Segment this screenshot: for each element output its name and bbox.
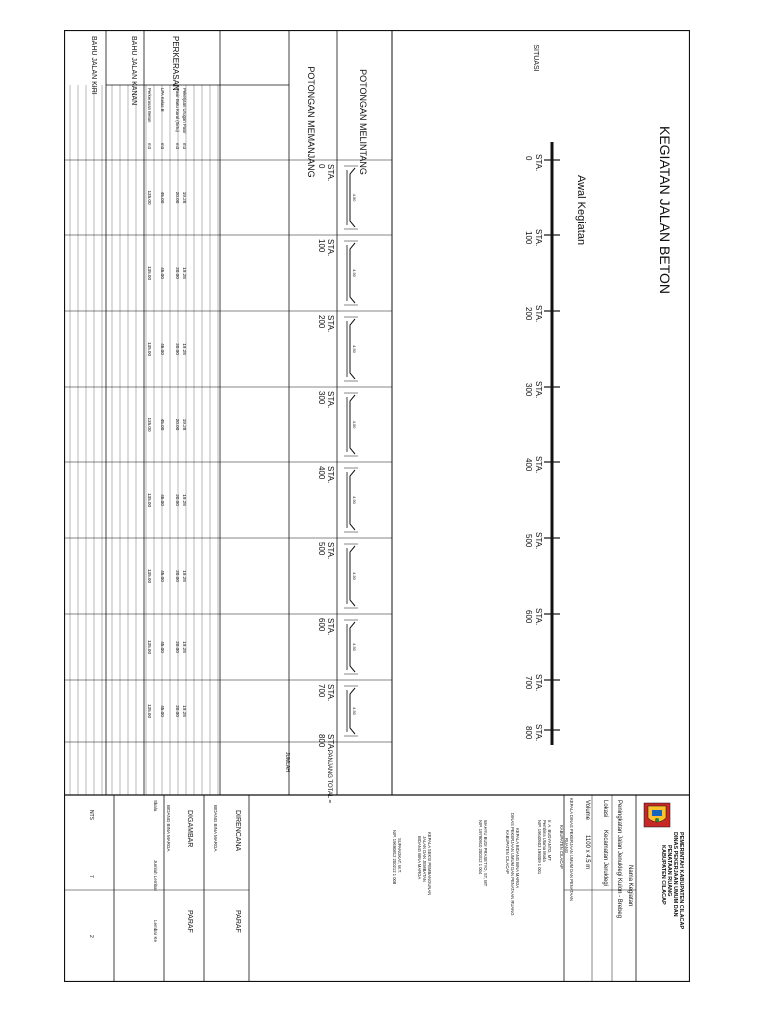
drawn-signature: PARAF xyxy=(186,910,193,933)
pavement-value: 20.00 xyxy=(175,705,180,717)
situation-station-prefix: STA. xyxy=(534,381,543,399)
planned-label: DIRENCANA xyxy=(234,810,241,852)
bina-title-3: KABUPATEN CILACAP xyxy=(505,830,510,874)
pavement-value: 45.00 xyxy=(160,267,165,279)
cross-section-width-label: 4.50 xyxy=(352,345,357,353)
pavement-value: 45.00 xyxy=(160,343,165,355)
pavement-value: 19.28 xyxy=(182,191,187,204)
sheet-no-value: 2 xyxy=(88,935,94,938)
seksi-title-1: KEPALA SEKSI PEMBANGUNAN xyxy=(427,832,432,896)
cross-section-width-label: 4.50 xyxy=(352,193,357,202)
volume-value: 1100 x 4.5 m xyxy=(584,835,590,870)
bina-title-1: KEPALA BIDANG BINA MARGA xyxy=(515,828,520,889)
scale-value: NTS xyxy=(88,810,94,820)
pavement-value: 20.00 xyxy=(175,267,180,279)
pavement-value: 20.00 xyxy=(175,418,180,431)
pavement-value: 135.00 xyxy=(147,190,152,205)
start-label: Awal Kegiatan xyxy=(575,174,587,246)
pavement-value: 19.28 xyxy=(182,343,187,355)
pavement-row-unit: m3 xyxy=(182,143,187,149)
pavement-value: 45.00 xyxy=(160,418,165,431)
cross-section-width-label: 4.50 xyxy=(352,420,357,429)
situation-station-number: 0 xyxy=(524,156,533,161)
pavement-value: 135.00 xyxy=(147,341,152,357)
pavement-value: 19.28 xyxy=(182,570,187,582)
pavement-value: 19.28 xyxy=(182,418,187,431)
seksi-name: SUPANGKAT, M.T. xyxy=(397,838,402,873)
drawn-label: DIGAMBAR xyxy=(186,810,193,848)
shoulder-right-label: BAHU JALAN KANAN xyxy=(130,36,137,106)
pavement-value: 19.28 xyxy=(182,641,187,653)
situation-station-prefix: STA. xyxy=(534,608,543,626)
pavement-value: 19.28 xyxy=(182,705,187,717)
pavement-value: 20.00 xyxy=(175,641,180,653)
situation-station-number: 600 xyxy=(524,610,533,624)
location-label: Lokasi xyxy=(602,800,608,818)
long-station-number: 200 xyxy=(317,315,326,329)
situation-station-number: 700 xyxy=(524,676,533,690)
pavement-row-label: Perkerasan Beton xyxy=(147,88,152,123)
situation-label: SITUASI xyxy=(532,44,539,72)
pavement-value: 45.00 xyxy=(160,191,165,204)
head-nip: NIP. 19640503 199309 1 001 xyxy=(537,820,542,875)
bina-nip: NIP. 19790910 200312 1 004 xyxy=(478,820,483,875)
project-name: Peningkatan Jalan Jenuklegi Kulon - Brebeg xyxy=(616,800,622,919)
head-rank: Pembina Utama Muda xyxy=(542,820,547,862)
pavement-row-unit: m3 xyxy=(160,143,165,149)
pavement-value: 135.00 xyxy=(147,265,152,281)
situation-station-number: 200 xyxy=(524,307,533,321)
long-station-prefix: STA. xyxy=(326,618,335,636)
generated-layers xyxy=(64,85,560,795)
situation-station-number: 100 xyxy=(524,231,533,245)
sheets-total-label: Jumlah Lembar xyxy=(153,860,158,892)
length-total-label: PANJANG TOTAL = xyxy=(326,750,332,804)
long-station-number: 400 xyxy=(317,466,326,480)
agency-name: PEMERINTAH KABUPATEN CILACAP xyxy=(678,832,684,930)
pavement-row-label: Pekerjaan Urugan Pasir xyxy=(182,88,187,134)
situation-station-prefix: STA. xyxy=(534,154,543,172)
seksi-title-3: BIDANG BINA MARGA xyxy=(417,836,422,880)
pavement-label: PERKERASAN xyxy=(171,36,180,91)
long-station-prefix: STA. xyxy=(326,315,335,333)
dept-line-2: PENATAAN RUANG xyxy=(666,845,672,897)
pavement-row-unit: m3 xyxy=(175,143,180,149)
bina-name: WAHYU BUDI PRASETYO, ST, MT xyxy=(483,820,488,887)
situation-station-prefix: STA. xyxy=(534,229,543,247)
head-title-1: KEPALA DINAS PEKERJAAN UMUM DAN PENATAAN xyxy=(569,798,574,902)
long-station-number: 700 xyxy=(317,684,326,698)
dept-line-1: DINAS PEKERJAAN UMUM DAN xyxy=(672,832,678,917)
situation-station-prefix: STA. xyxy=(534,456,543,474)
long-station-prefix: STA. xyxy=(326,684,335,702)
dept-bm-label-2: BIDANG BINA MARGA xyxy=(166,805,171,852)
situation-station-number: 300 xyxy=(524,383,533,397)
sum-label: JUMLAH xyxy=(284,752,290,773)
pavement-value: 19.28 xyxy=(182,494,187,506)
cross-section-width-label: 4.50 xyxy=(352,496,357,504)
long-section-label: POTONGAN MEMANJANG xyxy=(306,66,316,178)
pavement-value: 45.00 xyxy=(160,641,165,653)
long-station-prefix: STA. xyxy=(326,542,335,560)
planned-signature: PARAF xyxy=(234,910,241,933)
head-title-2: RUANG xyxy=(564,838,569,854)
bina-title-2: DINAS PEKERJAAN UMUM DAN PENATAAN RUANG xyxy=(510,813,515,916)
long-station-prefix: STA. xyxy=(326,734,335,752)
scale-label: Skala xyxy=(153,800,158,812)
dept-line-3: KABUPATEN CILACAP xyxy=(660,845,666,905)
situation-station-number: 400 xyxy=(524,458,533,472)
long-station-prefix: STA. xyxy=(326,391,335,409)
drawing-sheet xyxy=(64,30,690,982)
seksi-nip: NIP. 19690812 200212 1 008 xyxy=(392,830,397,885)
head-name: Ir. A. BUDYANTO, MT xyxy=(547,820,552,861)
pavement-value: 45.00 xyxy=(160,705,165,717)
pavement-value: 45.00 xyxy=(160,494,165,506)
situation-station-number: 500 xyxy=(524,534,533,548)
long-station-number: 500 xyxy=(317,542,326,556)
project-name-label: Nama Kegiatan xyxy=(627,865,633,907)
title-block xyxy=(64,795,684,982)
volume-label: Volume xyxy=(584,800,590,821)
cross-section-width-label: 4.50 xyxy=(352,572,357,580)
pavement-value: 135.00 xyxy=(147,703,152,719)
situation-station-number: 800 xyxy=(524,726,533,740)
drawing-title: KEGIATAN JALAN BETON xyxy=(657,125,673,295)
pavement-value: 20.00 xyxy=(175,343,180,355)
pavement-value: 135.00 xyxy=(147,568,152,584)
situation-station-prefix: STA. xyxy=(534,532,543,550)
long-station-number: 800 xyxy=(317,734,326,748)
location-value: Kecamatan Jeruklegi xyxy=(602,830,608,887)
pavement-value: 135.00 xyxy=(147,639,152,655)
agency-logo xyxy=(644,803,670,827)
head-title-3: KABUPATEN CILACAP xyxy=(559,825,564,869)
sheet-border xyxy=(65,31,690,982)
pavement-value: 45.00 xyxy=(160,570,165,582)
long-station-number: 100 xyxy=(317,239,326,253)
shoulder-left-label: BAHU JALAN KIRI xyxy=(90,36,97,95)
sheet-no-label: Lembar Ke xyxy=(153,920,158,943)
pavement-row-label: Pasir Batu Koral (Sirtu) xyxy=(175,88,180,132)
pavement-value: 19.28 xyxy=(182,267,187,279)
long-station-number: 300 xyxy=(317,391,326,405)
pavement-row-label: LPA Kelas B xyxy=(160,88,165,112)
cross-section-width-label: 4.50 xyxy=(352,707,357,715)
long-station-prefix: STA. xyxy=(326,239,335,257)
pavement-value: 135.00 xyxy=(147,492,152,508)
long-station-number: 0 xyxy=(317,164,326,169)
cross-section-label: POTONGAN MELINTANG xyxy=(358,69,368,175)
pavement-value: 135.00 xyxy=(147,417,152,432)
drawing-canvas xyxy=(64,30,690,982)
situation-station-prefix: STA. xyxy=(534,305,543,323)
sheets-total-value: 7 xyxy=(88,875,94,878)
pavement-value: 20.00 xyxy=(175,191,180,204)
dept-bm-label: BIDANG BINA MARGA xyxy=(213,805,218,852)
long-station-prefix: STA. xyxy=(326,164,335,182)
seksi-title-2: JALAN DAN JEMBATAN xyxy=(422,836,427,882)
long-station-number: 600 xyxy=(317,618,326,632)
situation-station-prefix: STA. xyxy=(534,724,543,742)
long-station-prefix: STA. xyxy=(326,466,335,484)
pavement-value: 20.00 xyxy=(175,494,180,506)
situation-station-prefix: STA. xyxy=(534,674,543,692)
cross-section-width-label: 4.50 xyxy=(352,643,357,651)
cross-section-width-label: 4.50 xyxy=(352,269,357,277)
pavement-row-unit: m3 xyxy=(147,143,152,149)
pavement-value: 20.00 xyxy=(175,570,180,582)
